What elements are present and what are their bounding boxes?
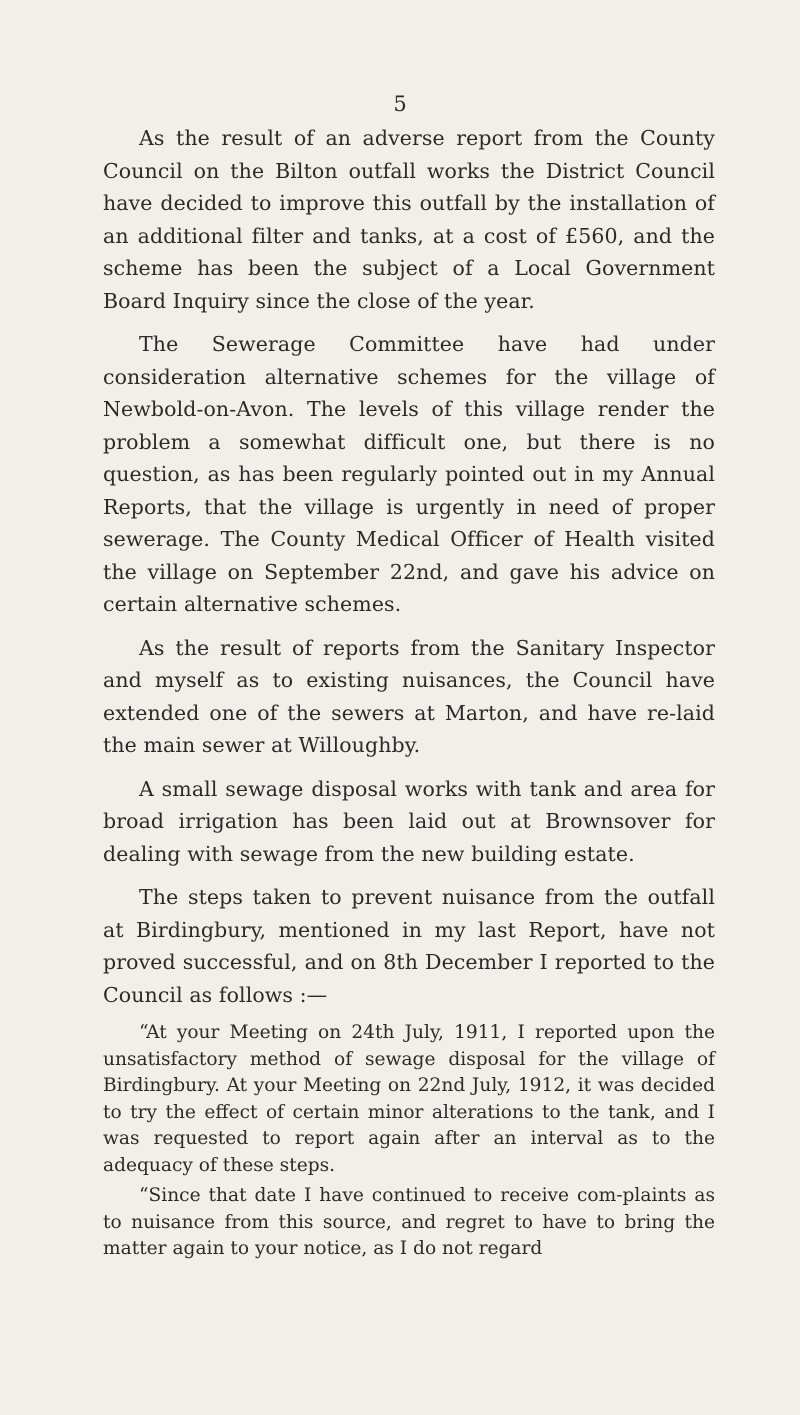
- paragraph-bilton-outfall: As the result of an adverse report from the County Council on the Bilton outfall works the District Council have decided to improve this outfall by the installation of an additional filter and tanks, at a cost of £560, and the scheme has been the subject of a Local Government Board Inquiry since the close of the year.: [103, 126, 715, 313]
- body-text: [103, 122, 715, 1267]
- paragraph-birdingbury: The steps taken to prevent nuisance from the outfall at Birdingbury, mentioned in my last Report, have not proved successful, and on 8th December I reported to the Council as follows :—: [103, 885, 715, 1007]
- paragraph-brownsover: A small sewage disposal works with tank and area for broad irrigation has been laid out at Brownsover for dealing with sewage from the new building estate.: [103, 776, 715, 866]
- quote-paragraph-complaints: “Since that date I have continued to receive com-plaints as to nuisance from this source, and regret to have to bring the matter again to your notice, as I do not regard: [103, 1185, 715, 1259]
- paragraph-marton-willoughby: As the result of reports from the Sanitary Inspector and myself as to existing nuisances, the Council have extended one of the sewers at Marton, and have re-laid the main sewer at Willoughby.: [103, 635, 715, 757]
- quote-paragraph-meeting: “At your Meeting on 24th July, 1911, I reported upon the unsatisfactory method of sewage disposal for the village of Birdingbury. At your Meeting on 22nd July, 1912, it was decided to try the effect of certain minor alterations to the tank, and I was requested to report again after an interval as to the adequacy of these steps.: [103, 1022, 715, 1176]
- paragraph-newbold-sewerage: The Sewerage Committee have had under consideration alternative schemes for the village of Newbold-on-Avon. The levels of this village render the problem a somewhat difficult one, but there is no question, as has been regularly pointed out in my Annual Reports, that the village is urgently in need of proper sewerage. The County Medical Officer of Health visited the village on September 22nd, and gave his advice on certain alternative schemes.: [103, 332, 715, 616]
- page-number: 5: [393, 92, 407, 116]
- quoted-report: [103, 1020, 715, 1263]
